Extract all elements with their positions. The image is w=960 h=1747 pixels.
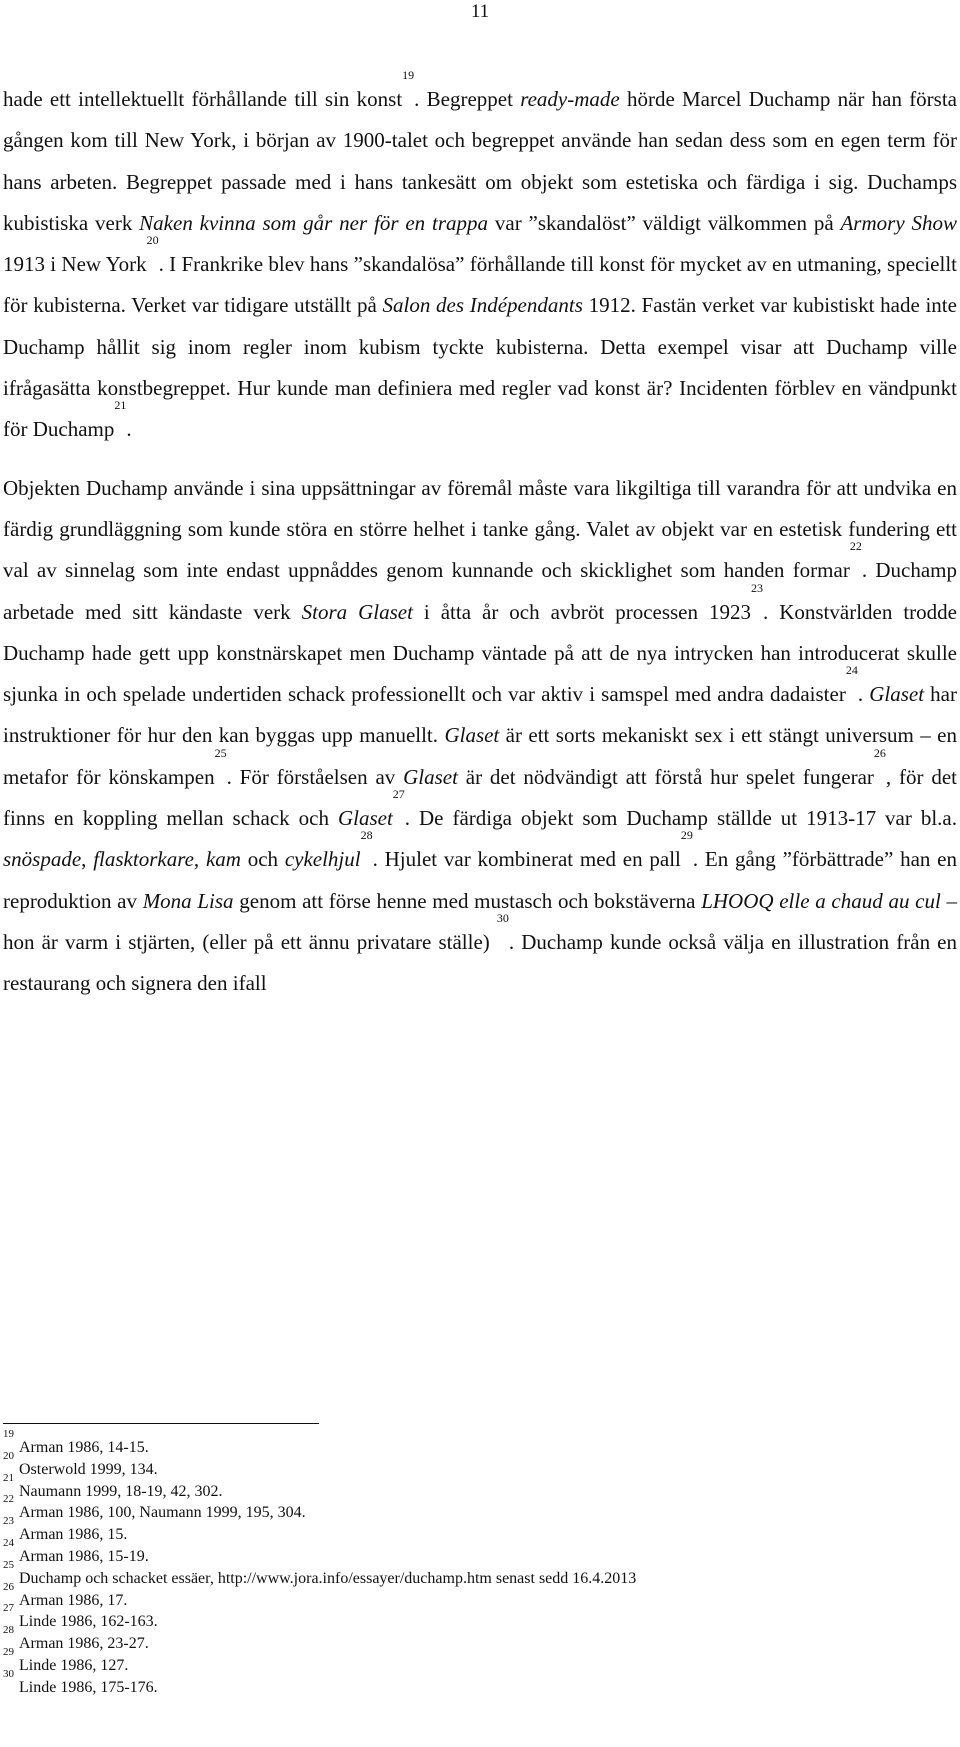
footnote-number: 22	[3, 1493, 14, 1506]
text-run: . De färdiga objekt som Duchamp ställde ut 1913-17 var bl.a.	[404, 806, 957, 831]
footnote-ref-27[interactable]: 27	[392, 787, 405, 802]
footnote-ref-29[interactable]: 29	[680, 828, 693, 843]
text-run: är det nödvändigt att förstå hur spelet fungerar	[457, 764, 874, 789]
artwork-title: Naken kvinna som går ner för en trappa	[139, 210, 489, 235]
artwork-title: LHOOQ elle a chaud au cul	[701, 888, 941, 913]
footnote-text: Linde 1986, 127.	[19, 1656, 129, 1674]
text-run: hörde Marcel Duchamp när han första gången kom till New York, i början av 1900-talet och begreppet använde han sedan dess som en egen term för hans arbeten. Begreppet passade med i hans tankesätt om objekt som estetiska och färdiga i sig. Duchamps kubistiska verk	[3, 87, 958, 235]
footnote-text: Arman 1986, 14-15.	[19, 1439, 149, 1456]
footnote-text: Arman 1986, 23-27.	[19, 1635, 149, 1653]
footnote-text: Arman 1986, 15.	[19, 1526, 128, 1544]
text-run: . I Frankrike blev hans ”skandalösa” förhållande till konst för mycket av en utmaning, speciellt för kubisterna. Verket var tidigare utställt på	[3, 252, 957, 318]
footnote-number: 23	[3, 1515, 14, 1528]
footnote-29	[3, 1645, 957, 1677]
footnote-text: Duchamp och schacket essäer, http://www.jora.info/essayer/duchamp.htm senast sedd 16.4.2013	[19, 1569, 637, 1587]
text-run: ,	[81, 847, 94, 872]
footnote-divider	[3, 1423, 319, 1424]
exhibition-title: Salon des Indépendants	[382, 293, 583, 318]
footnote-number: 25	[3, 1558, 14, 1571]
footnote-text: Arman 1986, 17.	[19, 1591, 128, 1609]
text-run: genom att förse henne med mustasch och bokstäverna	[233, 888, 702, 913]
paragraph-2	[3, 468, 957, 1005]
footnote-27	[3, 1602, 957, 1633]
text-run: . Hjulet var kombinerat med en pall	[372, 847, 681, 872]
footnote-text: Arman 1986, 15-19.	[19, 1547, 149, 1565]
text-run: var ”skandalöst” väldigt välkommen på	[488, 210, 841, 235]
footnote-30	[3, 1667, 957, 1699]
body-text	[3, 68, 958, 1005]
footnote-text: Arman 1986, 100, Naumann 1999, 195, 304.	[19, 1504, 306, 1522]
footnote-text: Osterwold 1999, 134.	[19, 1460, 158, 1478]
footnote-ref-23[interactable]: 23	[750, 580, 763, 595]
footnote-text: Naumann 1999, 18-19, 42, 302.	[19, 1482, 223, 1500]
text-run: . En gång ”förbättrade” han en reproduktion av	[3, 847, 958, 913]
footnote-21	[3, 1471, 957, 1506]
text-run: .	[857, 682, 870, 707]
text-run: är ett sorts mekaniskt sex i ett stängt universum – en metafor för könskampen	[3, 723, 958, 789]
footnote-number: 27	[3, 1602, 14, 1615]
text-run: 1912. Fastän verket var kubistiskt hade inte Duchamp hållit sig inom regler inom kubism tyckte kubisterna. Detta exempel visar att Duchamp ville ifrågasätta konstbegreppet. Hur kunde man definiera med regler vad konst är? Incidenten förblev en vändpunkt för Duchamp	[3, 293, 957, 442]
text-run: hade ett intellektuellt förhållande till sin konst	[3, 87, 403, 111]
footnote-20	[3, 1449, 957, 1481]
footnote-number: 29	[3, 1645, 14, 1658]
footnote-ref-24[interactable]: 24	[845, 663, 858, 678]
footnote-ref-22[interactable]: 22	[849, 539, 862, 554]
footnote-ref-30[interactable]: 30	[496, 910, 509, 925]
footnote-ref-19[interactable]: 19	[402, 68, 415, 82]
footnote-22	[3, 1493, 957, 1524]
artwork-title: Stora Glaset	[301, 599, 413, 624]
artwork-title: Glaset	[444, 723, 500, 748]
text-run: , för det finns en koppling mellan schack och	[3, 764, 957, 831]
object-name: flasktorkare	[93, 847, 194, 872]
artwork-title: Glaset	[403, 764, 458, 789]
artwork-title: Mona Lisa	[142, 888, 234, 913]
object-name: snöspade	[3, 847, 82, 872]
footnote-number: 24	[3, 1536, 14, 1549]
text-run: . Duchamp kunde också välja en illustration från en restaurang och signera den ifall	[3, 929, 957, 996]
text-run: ,	[193, 847, 206, 872]
footnote-25	[3, 1558, 957, 1590]
text-run: har instruktioner för hur den kan byggas upp manuellt.	[3, 682, 957, 748]
paragraph-1	[3, 68, 958, 451]
footnote-28	[3, 1624, 957, 1655]
footnote-number: 19	[3, 1428, 14, 1440]
footnote-text: Linde 1986, 175-176.	[19, 1678, 158, 1696]
footnote-ref-28[interactable]: 28	[360, 828, 373, 843]
footnote-number: 30	[3, 1667, 14, 1680]
footnote-24	[3, 1536, 957, 1568]
text-run: . För förståelsen av	[226, 764, 404, 789]
text-run: 1913 i New York	[3, 252, 147, 277]
footnote-number: 28	[3, 1624, 14, 1637]
text-run: .	[126, 417, 132, 442]
footnote-number: 21	[3, 1471, 14, 1484]
text-run: . Duchamp arbetade med sitt kändaste verk	[3, 558, 957, 624]
artwork-title: Glaset	[337, 806, 393, 831]
footnote-number: 26	[3, 1580, 14, 1593]
exhibition-title: Armory Show	[840, 210, 957, 235]
footnote-ref-26[interactable]: 26	[873, 745, 886, 760]
text-run: i åtta år och avbröt processen 1923	[412, 599, 751, 624]
artwork-title: Glaset	[869, 682, 925, 707]
footnote-number: 20	[3, 1449, 14, 1462]
footnotes	[3, 1428, 957, 1699]
footnote-26	[3, 1580, 957, 1615]
text-run: . Begreppet	[414, 87, 521, 111]
footnote-text: Linde 1986, 162-163.	[19, 1613, 158, 1631]
object-name: cykelhjul	[284, 847, 361, 872]
footnote-23	[3, 1515, 957, 1546]
footnote-19	[3, 1428, 957, 1459]
text-run: – hon är varm i stjärten, (eller på ett ännu privatare ställe)	[3, 888, 957, 954]
footnote-ref-25[interactable]: 25	[214, 745, 227, 760]
footnote-ref-20[interactable]: 20	[146, 233, 159, 248]
text-run: . Konstvärlden trodde Duchamp hade gett upp konstnärskapet men Duchamp väntade på att de nya intrycken han introducerat skulle sjunka in och spelade undertiden schack professionellt och var aktiv i samspel med andra dadaister	[3, 599, 957, 707]
object-name: kam	[205, 847, 241, 872]
text-run: och	[240, 847, 285, 872]
footnote-ref-21[interactable]: 21	[114, 398, 127, 413]
text-run: Objekten Duchamp använde i sina uppsättningar av föremål måste vara likgiltiga till varandra för att undvika en färdig grundläggning som kunde störa en större helhet i tanke gång. Valet av objekt var en estetisk fundering ett val av sinnelag som inte endast uppnåddes genom kunnande och skicklighet som handen formar	[3, 475, 957, 583]
page-number: 11	[470, 1, 490, 22]
italic-term: ready-made	[520, 87, 620, 111]
